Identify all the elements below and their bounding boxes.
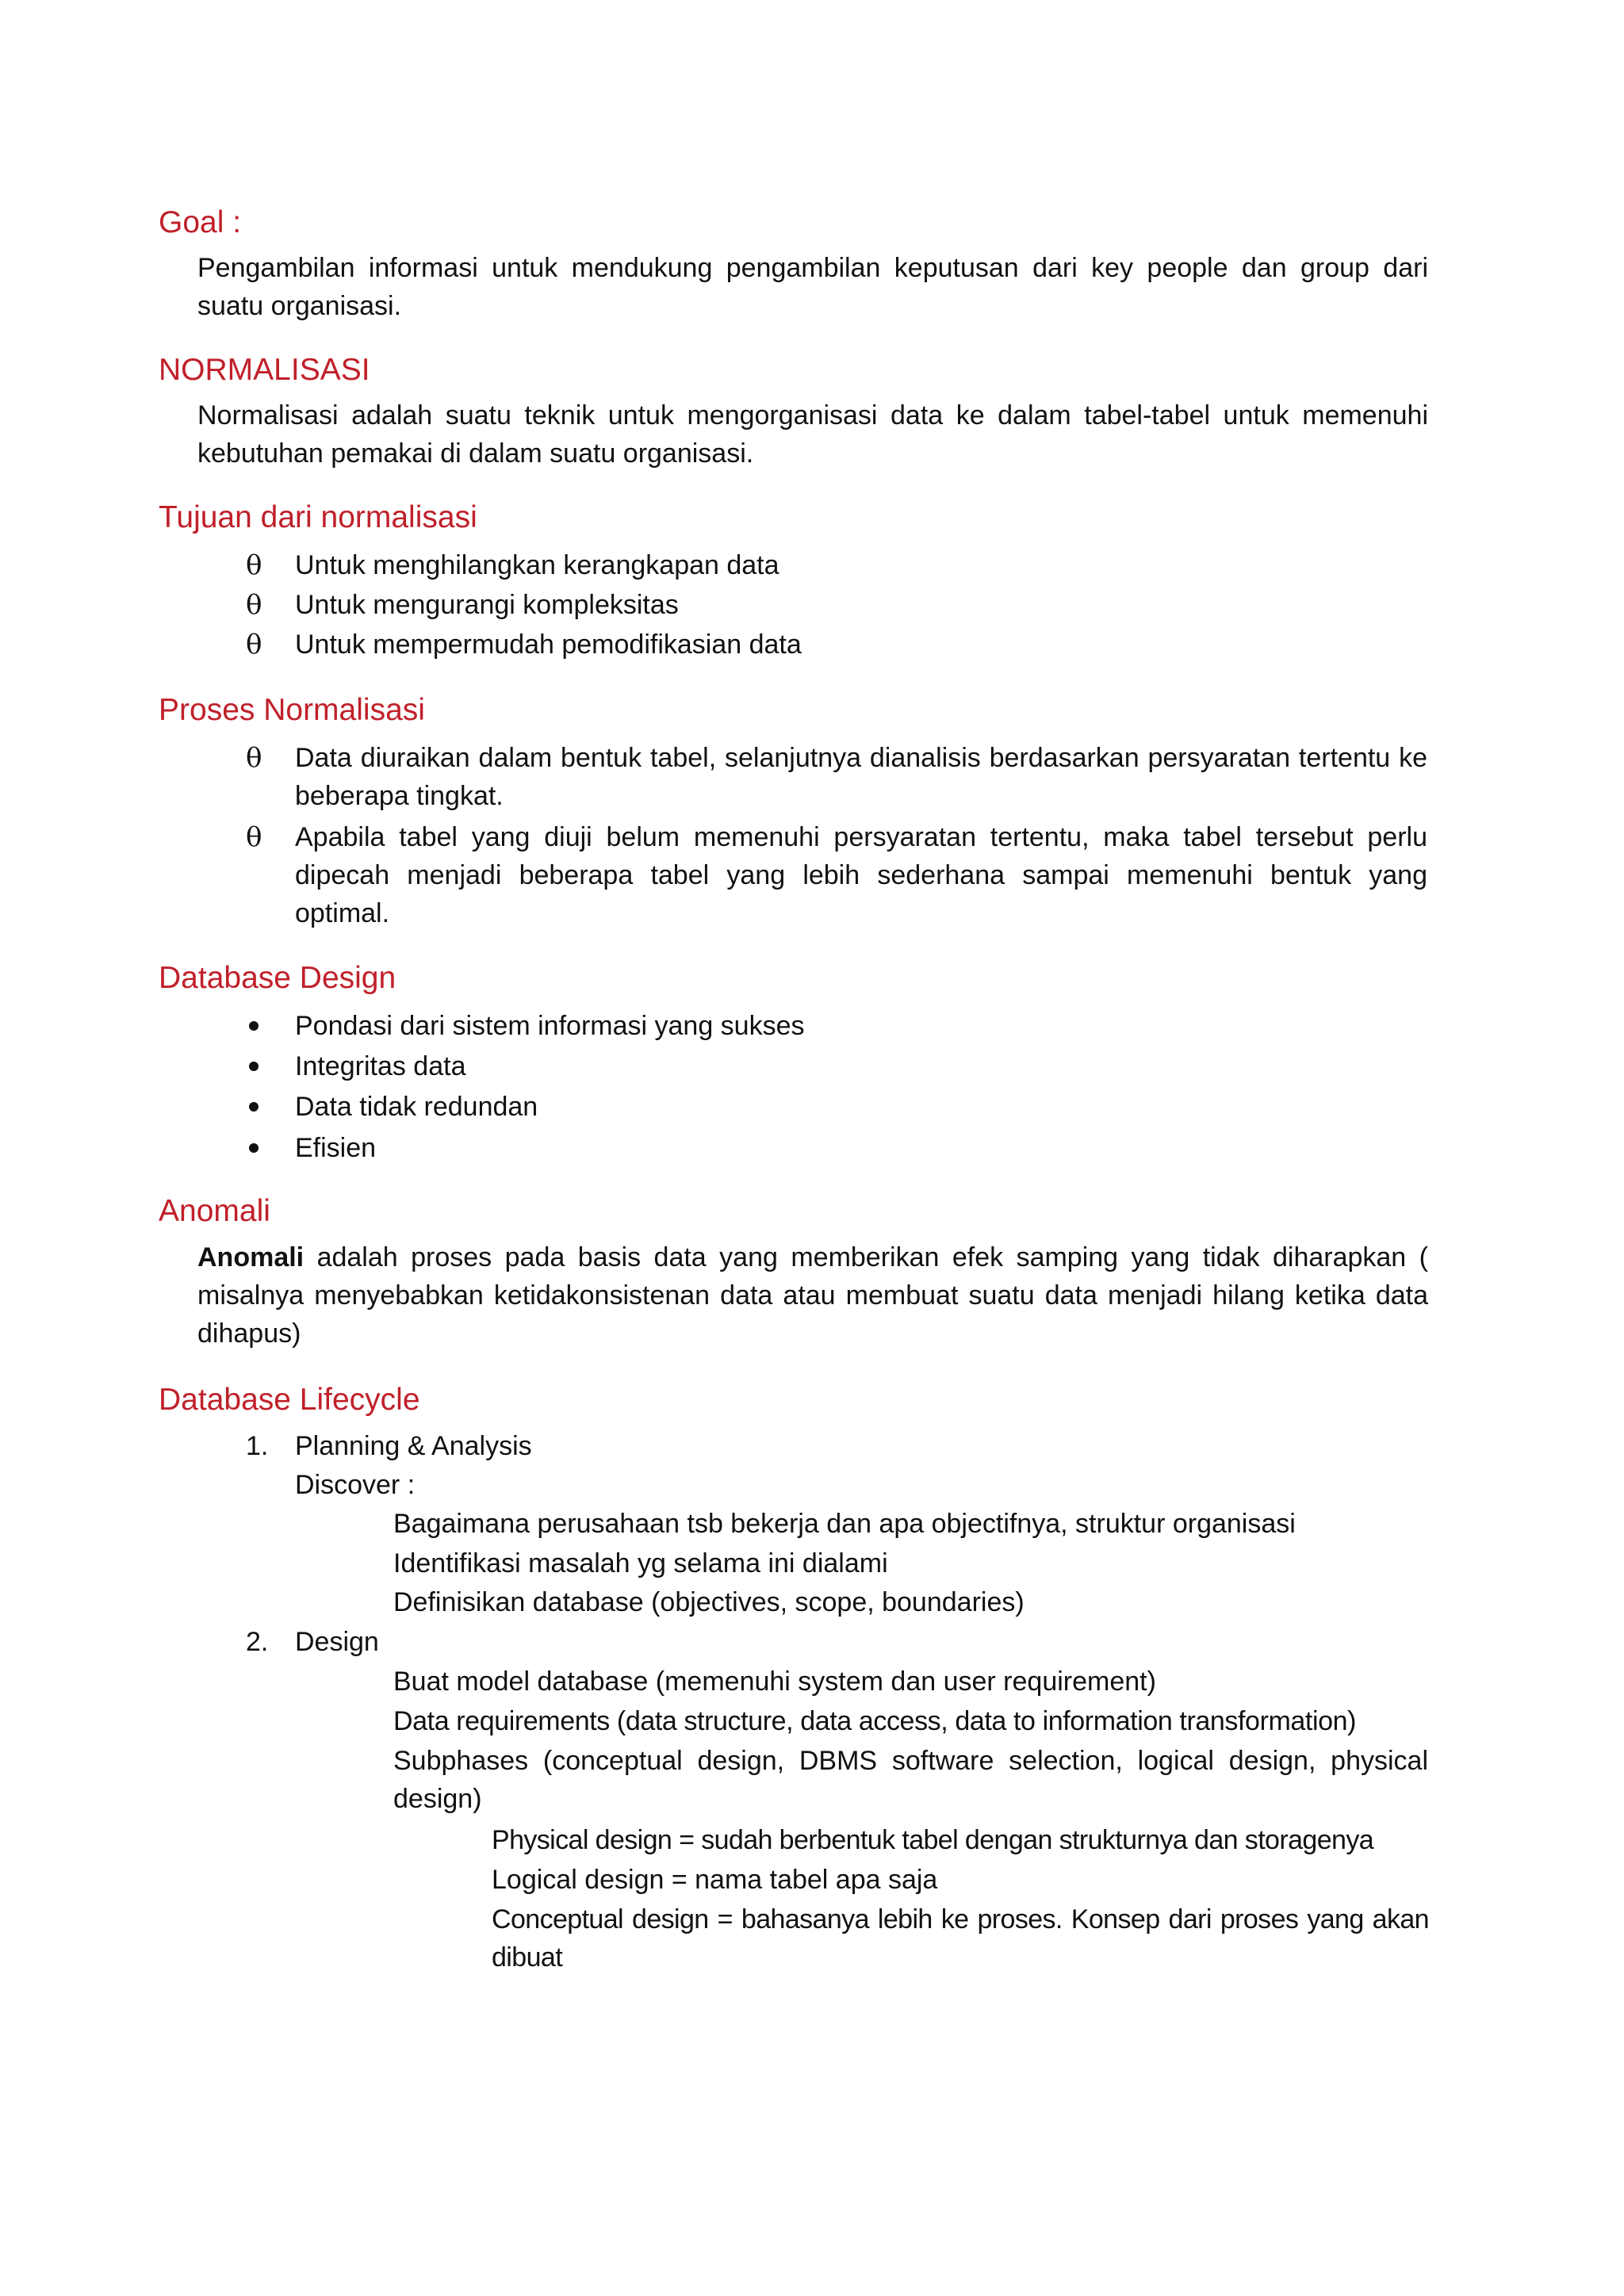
detail-line: Physical design = sudah berbentuk tabel dengan strukturnya dan storagenya	[492, 1825, 1374, 1855]
step-title: Planning & Analysis	[295, 1431, 532, 1461]
list-item-text: Efisien	[295, 1133, 377, 1163]
list-item-text: Data diuraikan dalam bentuk tabel, selanjutnya dianalisis berdasarkan persyaratan tertentu ke beberapa tingkat.	[295, 743, 1427, 811]
step-line: Subphases (conceptual design, DBMS software selection, logical design, physical design)	[393, 1746, 1428, 1814]
anomali-text	[197, 1238, 1428, 1353]
theta-bullet-icon: θ	[246, 821, 262, 853]
bullet-dot-icon	[249, 1021, 259, 1031]
database-design-heading: Database Design	[159, 961, 396, 995]
list-item-text: Data tidak redundan	[295, 1092, 538, 1122]
list-item-text: Untuk mempermudah pemodifikasian data	[295, 629, 802, 660]
theta-bullet-icon: θ	[246, 742, 262, 774]
step-number: 2.	[246, 1627, 269, 1657]
normalisasi-heading: NORMALISASI	[159, 353, 370, 387]
normalisasi-text: Normalisasi adalah suatu teknik untuk mengorganisasi data ke dalam tabel-tabel untuk memenuhi kebutuhan pemakai di dalam suatu organisasi.	[197, 400, 1428, 469]
list-item-text: Pondasi dari sistem informasi yang sukses	[295, 1011, 805, 1041]
goal-heading: Goal :	[159, 205, 242, 239]
bullet-dot-icon	[249, 1102, 259, 1112]
bullet-dot-icon	[249, 1062, 259, 1071]
detail-line: Conceptual design = bahasanya lebih ke proses. Konsep dari proses yang akan dibuat	[492, 1904, 1429, 1973]
anomali-term: Anomali	[197, 1242, 304, 1272]
step-line: Bagaimana perusahaan tsb bekerja dan apa objectifnya, struktur organisasi	[393, 1509, 1296, 1539]
step-line: Data requirements (data structure, data access, data to information transformation)	[393, 1706, 1357, 1736]
detail-line: Logical design = nama tabel apa saja	[492, 1865, 938, 1895]
list-item-text: Untuk menghilangkan kerangkapan data	[295, 550, 779, 580]
lifecycle-heading: Database Lifecycle	[159, 1383, 420, 1417]
step-title: Design	[295, 1627, 379, 1657]
list-item-text: Apabila tabel yang diuji belum memenuhi persyaratan tertentu, maka tabel tersebut perlu dipecah menjadi beberapa tabel yang lebih sederhana sampai memenuhi bentuk yang optimal.	[295, 822, 1427, 928]
anomali-definition: adalah proses pada basis data yang memberikan efek samping yang tidak diharapkan ( misalnya menyebabkan ketidakonsistenan data atau membuat suatu data menjadi hilang ketika data dihapus)	[197, 1242, 1428, 1349]
list-item	[246, 739, 1427, 815]
goal-text: Pengambilan informasi untuk mendukung pengambilan keputusan dari key people dan group dari suatu organisasi.	[197, 253, 1428, 321]
step-line: Identifikasi masalah yg selama ini dialami	[393, 1548, 888, 1578]
step-subtitle: Discover :	[295, 1470, 416, 1500]
bullet-dot-icon	[249, 1143, 259, 1153]
step-number: 1.	[246, 1431, 269, 1461]
theta-bullet-icon: θ	[246, 549, 262, 581]
step-line: Definisikan database (objectives, scope, boundaries)	[393, 1587, 1025, 1617]
anomali-heading: Anomali	[159, 1194, 270, 1228]
proses-heading: Proses Normalisasi	[159, 693, 425, 727]
tujuan-heading: Tujuan dari normalisasi	[159, 500, 477, 534]
theta-bullet-icon: θ	[246, 629, 262, 660]
list-item-text: Integritas data	[295, 1051, 466, 1081]
theta-bullet-icon: θ	[246, 589, 262, 621]
list-item-text: Untuk mengurangi kompleksitas	[295, 590, 679, 620]
step-line: Buat model database (memenuhi system dan user requirement)	[393, 1667, 1156, 1697]
list-item	[246, 818, 1427, 932]
